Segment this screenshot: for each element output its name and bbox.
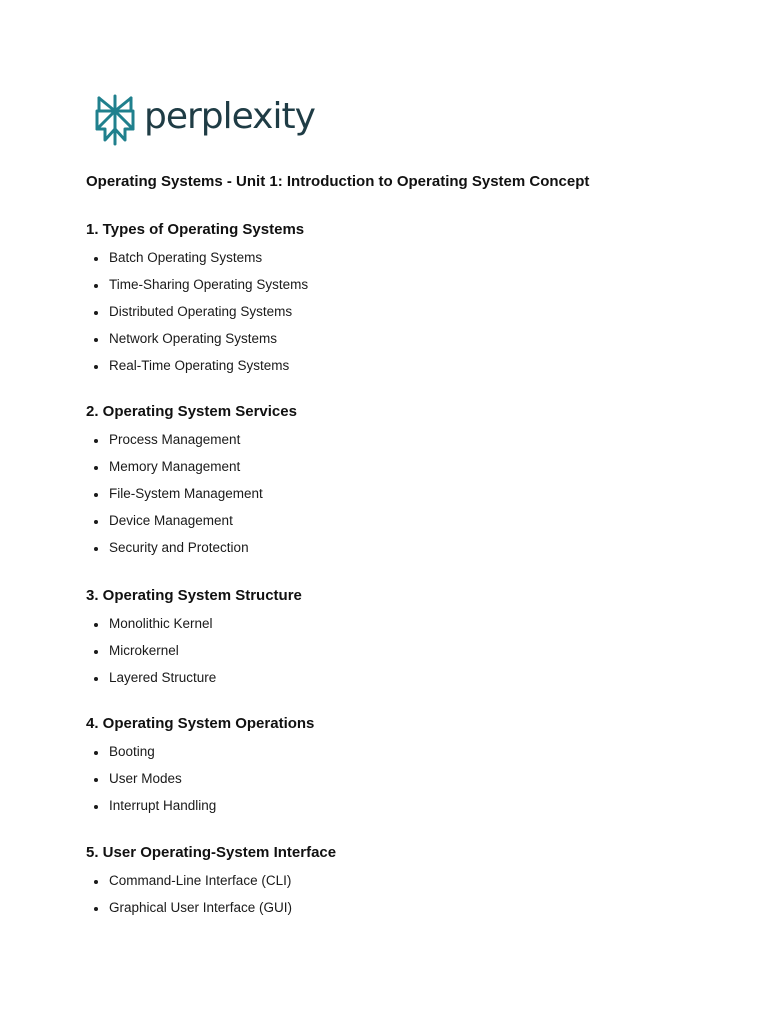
bullet-icon: [94, 623, 98, 627]
section-heading: 3. Operating System Structure: [86, 587, 302, 604]
list-item: File-System Management: [86, 486, 726, 513]
bullet-icon: [94, 751, 98, 755]
bullet-icon: [94, 257, 98, 261]
bullet-icon: [94, 805, 98, 809]
list-item: User Modes: [86, 771, 726, 798]
document-title: Operating Systems - Unit 1: Introduction to Operating System Concept: [86, 173, 590, 190]
bullet-list: [86, 616, 726, 697]
list-item: Security and Protection: [86, 540, 726, 567]
list-item: Batch Operating Systems: [86, 250, 726, 277]
perplexity-wordmark: perplexity: [144, 96, 315, 137]
list-item: Distributed Operating Systems: [86, 304, 726, 331]
bullet-icon: [94, 284, 98, 288]
section-heading: 1. Types of Operating Systems: [86, 221, 305, 238]
list-item: Device Management: [86, 513, 726, 540]
section-heading: 5. User Operating-System Interface: [86, 844, 337, 861]
bullet-icon: [94, 466, 98, 470]
perplexity-logo: [94, 93, 315, 147]
bullet-icon: [94, 338, 98, 342]
list-item: Command-Line Interface (CLI): [86, 873, 726, 900]
bullet-icon: [94, 907, 98, 911]
perplexity-logo-icon: [94, 94, 136, 146]
bullet-list: [86, 873, 726, 927]
list-item: Booting: [86, 744, 726, 771]
bullet-list: [86, 744, 726, 825]
bullet-icon: [94, 493, 98, 497]
list-item: Network Operating Systems: [86, 331, 726, 358]
bullet-icon: [94, 311, 98, 315]
bullet-icon: [94, 880, 98, 884]
list-item: Memory Management: [86, 459, 726, 486]
list-item: Graphical User Interface (GUI): [86, 900, 726, 927]
bullet-icon: [94, 677, 98, 681]
section-structure: [86, 585, 726, 697]
section-operations: [86, 713, 726, 825]
section-types: [86, 219, 726, 385]
bullet-icon: [94, 439, 98, 443]
section-interface: [86, 842, 726, 927]
list-item: Microkernel: [86, 643, 726, 670]
bullet-icon: [94, 778, 98, 782]
bullet-list: [86, 250, 726, 385]
section-heading: 2. Operating System Services: [86, 403, 297, 420]
bullet-list: [86, 432, 726, 567]
bullet-icon: [94, 520, 98, 524]
list-item: Time-Sharing Operating Systems: [86, 277, 726, 304]
list-item: Layered Structure: [86, 670, 726, 697]
bullet-icon: [94, 365, 98, 369]
list-item: Monolithic Kernel: [86, 616, 726, 643]
list-item: Real-Time Operating Systems: [86, 358, 726, 385]
list-item: Interrupt Handling: [86, 798, 726, 825]
section-heading: 4. Operating System Operations: [86, 715, 315, 732]
bullet-icon: [94, 547, 98, 551]
section-services: [86, 401, 726, 567]
list-item: Process Management: [86, 432, 726, 459]
bullet-icon: [94, 650, 98, 654]
